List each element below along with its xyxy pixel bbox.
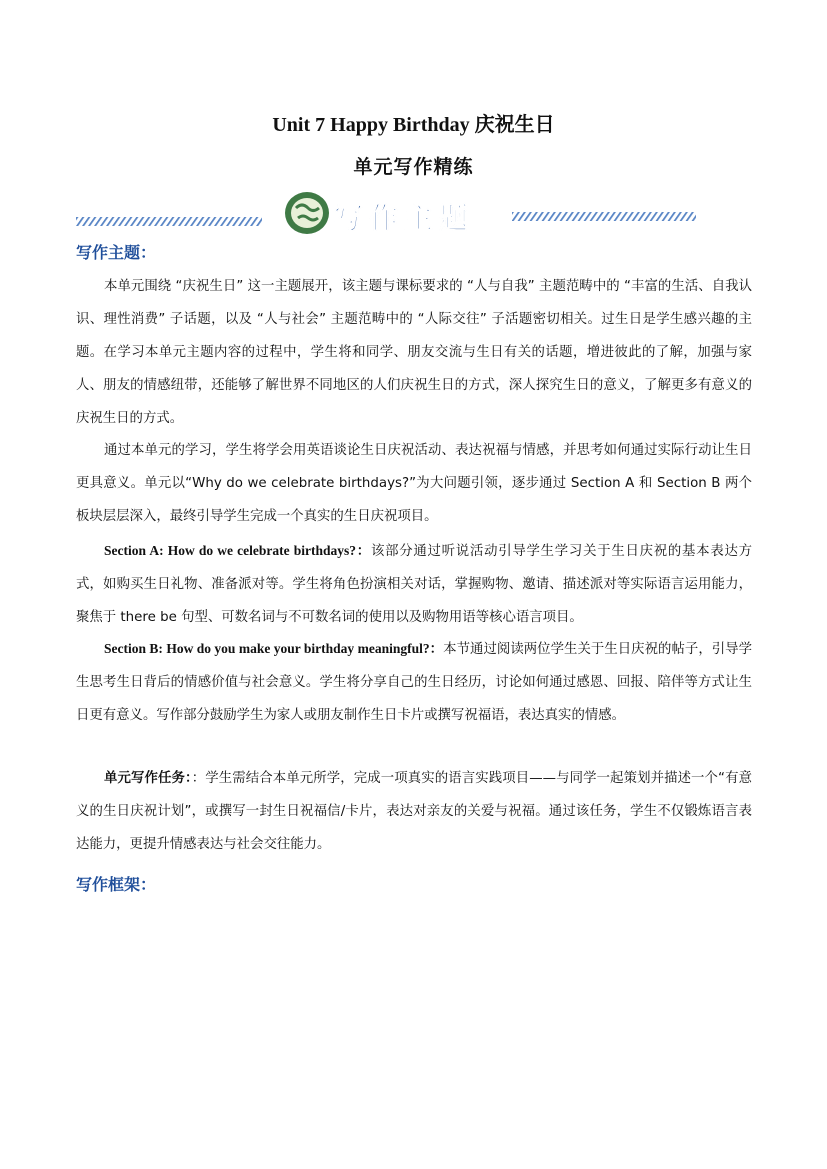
section-b-paragraph bbox=[76, 632, 752, 732]
writing-task-paragraph bbox=[76, 762, 752, 861]
section-b-lead: Section B: How do you make your birthday meaningful?： bbox=[104, 641, 444, 656]
page-title: Unit 7 Happy Birthday 庆祝生日 bbox=[272, 114, 555, 136]
section-banner bbox=[74, 186, 754, 244]
banner-stripe-left bbox=[76, 217, 262, 226]
theme-paragraph-1: 本单元围绕 “庆祝生日” 这一主题展开，该主题与课标要求的 “人与自我” 主题范畴中的 “丰富的生活、自我认识、理性消费” 子话题，以及 “人与社会” 主题范畴中的 “人际交往” 子活题密切相关。过生日是学生感兴趣的主题。在学习本单元主题内容的过程中，学生将和同学、朋友交流与生日有关的话题，增进彼此的了解，加强与家人、朋友的情感纽带，还能够了解世界不同地区的人们庆祝生日的方式，深人探究生日的意义，了解更多有意义的庆祝生日的方式。 bbox=[76, 279, 752, 426]
theme-paragraph-2: 通过本单元的学习，学生将学会用英语谈论生日庆祝活动、表达祝福与情感，并思考如何通过实际行动让生日更具意义。单元以“Why do we celebrate birthdays?”为大问题引领，逐步通过 Section A 和 Section B 两个板块层层深入，最终引导学生完成一个真实的生日庆祝项目。 bbox=[76, 443, 752, 524]
section-b-body: 本节通过阅读两位学生关于生日庆祝的帖子，引导学生思考生日背后的情感价值与社会意义。学生将分享自己的生日经历，讨论如何通过感恩、回报、陪伴等方式让生日更有意义。写作部分鼓励学生为家人或朋友制作生日卡片或撰写祝福语，表达真实的情感。 bbox=[76, 642, 752, 723]
writing-task-body: ：学生需结合本单元所学，完成一项真实的语言实践项目——与同学一起策划并描述一个“有意义的生日庆祝计划”，或撰写一封生日祝福信/卡片，表达对亲友的关爱与祝福。通过该任务，学生不仅锻炼语言表达能力，更提升情感表达与社会交往能力。 bbox=[76, 771, 752, 852]
banner-stripe-right bbox=[512, 212, 696, 221]
section-a-lead: Section A: How do we celebrate birthdays?： bbox=[104, 543, 371, 558]
banner-title: 写作主题 bbox=[334, 201, 475, 235]
writing-framework-heading: 写作框架： bbox=[76, 875, 157, 894]
banner-badge-icon bbox=[285, 192, 329, 234]
writing-task-lead: 单元写作任务： bbox=[104, 771, 192, 786]
writing-theme-heading: 写作主题： bbox=[76, 243, 157, 262]
section-a-body: 该部分通过听说活动引导学生学习关于生日庆祝的基本表达方式，如购买生日礼物、准备派对等。学生将角色扮演相关对话，掌握购物、邀请、描述派对等实际语言运用能力，聚焦于 there be 句型、可数名词与不可数名词的使用以及购物用语等核心语言项目。 bbox=[76, 544, 752, 625]
page-subtitle: 单元写作精练 bbox=[353, 156, 474, 178]
section-a-paragraph bbox=[76, 534, 752, 634]
